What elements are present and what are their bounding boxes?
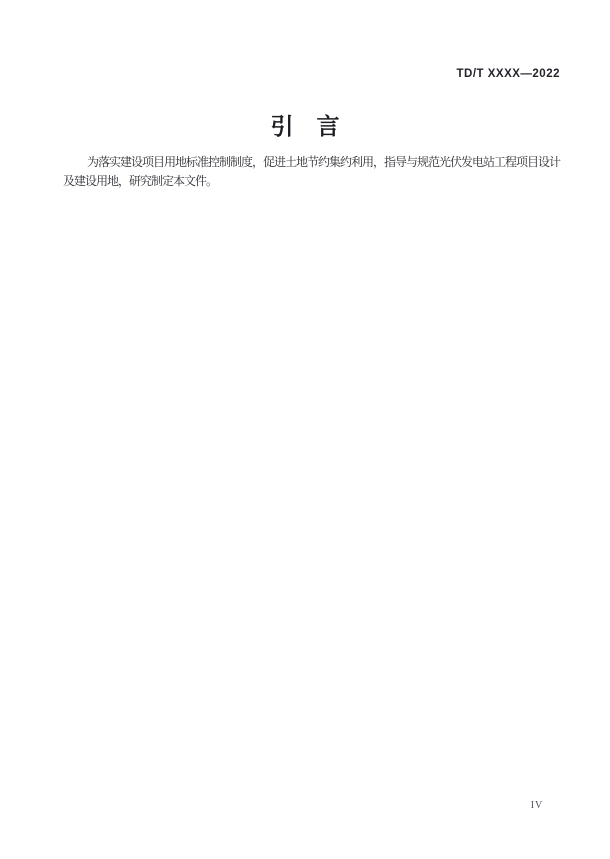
doc-number: TD/T XXXX—2022 <box>456 68 560 80</box>
section-title: 引 言 <box>270 113 340 139</box>
paragraph-line: 及建设用地，研究制定本文件。 <box>63 174 218 188</box>
paragraph-line: 为落实建设项目用地标准控制制度，促进土地节约集约利用，指导与规范光伏发电站工程项目设计 <box>87 155 561 169</box>
intro-paragraph <box>63 153 565 191</box>
page-number: IV <box>530 800 544 811</box>
